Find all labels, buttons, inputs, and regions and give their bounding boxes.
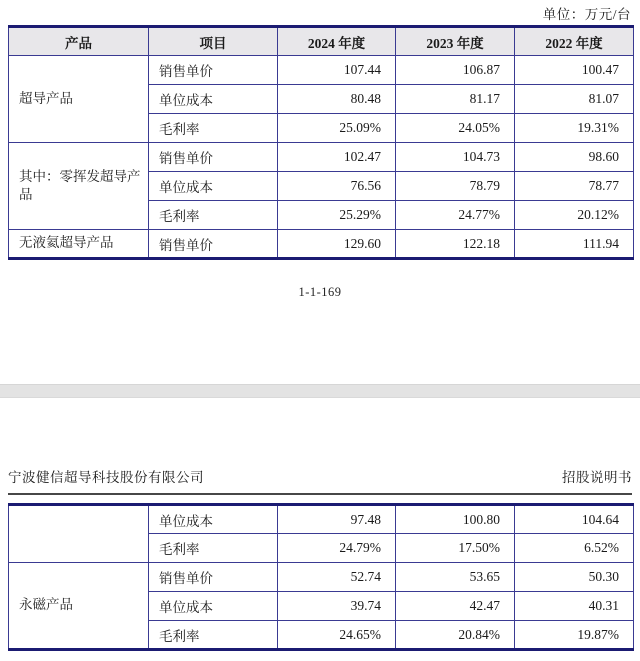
- value-cell-2024: 52.74: [278, 563, 396, 592]
- value-cell-2022: 40.31: [515, 592, 634, 621]
- product-price-cost-table-page2: [8, 503, 634, 651]
- table-row: [9, 230, 634, 259]
- col-header-2024: 2024 年度: [278, 27, 396, 56]
- value-cell-2024: 39.74: [278, 592, 396, 621]
- value-cell-2023: 24.77%: [396, 201, 515, 230]
- value-cell-2024: 24.65%: [278, 621, 396, 650]
- doc-header: [8, 466, 632, 495]
- value-cell-2022: 6.52%: [515, 534, 634, 563]
- doc-header-doctype: 招股说明书: [562, 470, 632, 485]
- value-cell-2022: 19.31%: [515, 114, 634, 143]
- value-cell-2023: 20.84%: [396, 621, 515, 650]
- col-header-2022: 2022 年度: [515, 27, 634, 56]
- item-cell: 销售单价: [149, 56, 278, 85]
- item-cell: 毛利率: [149, 114, 278, 143]
- item-cell: 单位成本: [149, 85, 278, 114]
- value-cell-2023: 81.17: [396, 85, 515, 114]
- value-cell-2023: 100.80: [396, 505, 515, 534]
- value-cell-2024: 80.48: [278, 85, 396, 114]
- value-cell-2023: 122.18: [396, 230, 515, 259]
- item-cell: 单位成本: [149, 505, 278, 534]
- value-cell-2023: 24.05%: [396, 114, 515, 143]
- value-cell-2023: 53.65: [396, 563, 515, 592]
- value-cell-2023: 106.87: [396, 56, 515, 85]
- item-cell: 销售单价: [149, 563, 278, 592]
- product-cell-zero-boiloff: 其中：零挥发超导产品: [9, 143, 149, 230]
- item-cell: 销售单价: [149, 230, 278, 259]
- value-cell-2022: 98.60: [515, 143, 634, 172]
- table-row: [9, 143, 634, 172]
- value-cell-2024: 25.29%: [278, 201, 396, 230]
- col-header-item: 项目: [149, 27, 278, 56]
- product-cell-helium-free: 无液氦超导产品: [9, 230, 149, 259]
- value-cell-2022: 81.07: [515, 85, 634, 114]
- value-cell-2024: 76.56: [278, 172, 396, 201]
- table-row: [9, 563, 634, 592]
- product-price-cost-table-page1: [8, 25, 634, 260]
- value-cell-2023: 17.50%: [396, 534, 515, 563]
- table-row: [9, 505, 634, 534]
- value-cell-2023: 78.79: [396, 172, 515, 201]
- value-cell-2024: 102.47: [278, 143, 396, 172]
- value-cell-2024: 97.48: [278, 505, 396, 534]
- value-cell-2024: 24.79%: [278, 534, 396, 563]
- value-cell-2022: 50.30: [515, 563, 634, 592]
- page-separator: [0, 384, 640, 398]
- value-cell-2022: 111.94: [515, 230, 634, 259]
- item-cell: 毛利率: [149, 201, 278, 230]
- doc-header-company: 宁波健信超导科技股份有限公司: [8, 470, 204, 485]
- value-cell-2024: 25.09%: [278, 114, 396, 143]
- product-cell-superconducting: 超导产品: [9, 56, 149, 143]
- item-cell: 毛利率: [149, 621, 278, 650]
- value-cell-2022: 19.87%: [515, 621, 634, 650]
- value-cell-2022: 78.77: [515, 172, 634, 201]
- col-header-product: 产品: [9, 27, 149, 56]
- item-cell: 单位成本: [149, 592, 278, 621]
- unit-label: 单位：万元/台: [542, 7, 631, 22]
- item-cell: 单位成本: [149, 172, 278, 201]
- col-header-2023: 2023 年度: [396, 27, 515, 56]
- value-cell-2024: 129.60: [278, 230, 396, 259]
- value-cell-2022: 100.47: [515, 56, 634, 85]
- item-cell: 毛利率: [149, 534, 278, 563]
- value-cell-2023: 104.73: [396, 143, 515, 172]
- value-cell-2023: 42.47: [396, 592, 515, 621]
- product-cell-permanent-magnet: 永磁产品: [9, 563, 149, 650]
- product-cell-continued: [9, 505, 149, 563]
- table-header-row: [9, 27, 634, 56]
- value-cell-2022: 104.64: [515, 505, 634, 534]
- table-row: [9, 56, 634, 85]
- page-number: 1-1-169: [298, 285, 342, 299]
- value-cell-2024: 107.44: [278, 56, 396, 85]
- item-cell: 销售单价: [149, 143, 278, 172]
- value-cell-2022: 20.12%: [515, 201, 634, 230]
